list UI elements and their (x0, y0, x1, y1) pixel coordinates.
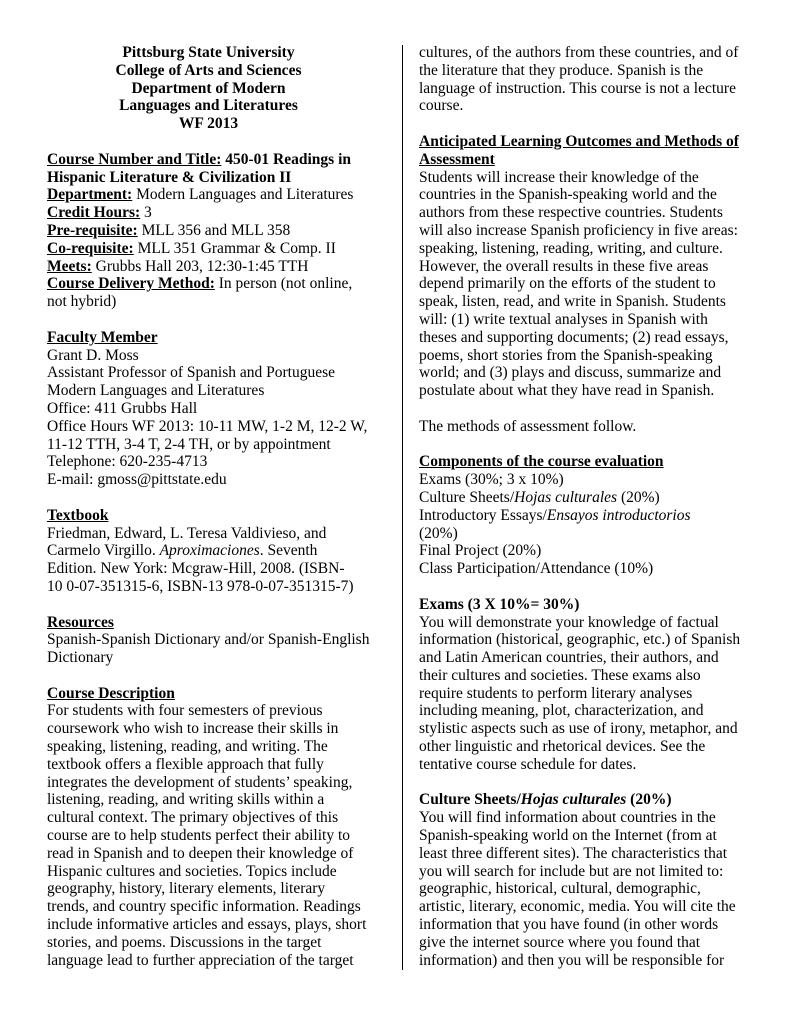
text-run: read in Spanish and to deepen their knowledge of (47, 844, 354, 862)
text-run: world; and (3) plays and discuss, summarize and (419, 364, 722, 382)
text-run: For students with four semesters of previous (47, 702, 323, 720)
text-run: Hispanic cultures and societies. Topics include (47, 862, 337, 880)
text-line (47, 756, 370, 774)
text-line (419, 186, 749, 204)
text-run: Ensayos introductorios (546, 506, 691, 524)
text-run: other linguistic and rhetorical devices. See the (419, 738, 706, 756)
text-line (47, 115, 370, 133)
text-line (419, 934, 749, 952)
text-line (419, 596, 749, 614)
text-run: speak, listen, read, and write in Spanish. Students (419, 293, 726, 311)
text-run: (20%) (617, 488, 660, 506)
text-line (47, 471, 370, 489)
text-run: Credit Hours: (47, 204, 141, 222)
text-run: Edition. New York: Mcgraw-Hill, 2008. (ISBN- (47, 560, 345, 578)
text-run: you will search for include but are not limited to: (419, 862, 724, 880)
text-run: Aproximaciones (159, 542, 260, 560)
learning-outcomes-section (419, 133, 749, 400)
text-line (419, 542, 749, 560)
text-line (47, 240, 370, 258)
text-run: information) and then you will be responsible for (419, 951, 725, 969)
text-run: will: (1) write textual analyses in Spanish with (419, 310, 708, 328)
text-run: theses and supporting documents; (2) read essays, (419, 328, 729, 346)
text-run: Co-requisite: (47, 239, 134, 257)
text-line (419, 364, 749, 382)
text-line (419, 489, 749, 507)
text-run: 3 (140, 204, 152, 222)
text-run: tentative course schedule for dates. (419, 755, 637, 773)
text-line (47, 845, 370, 863)
culture-sheets-section (419, 791, 749, 969)
text-line (47, 827, 370, 845)
text-run: Spanish-Spanish Dictionary and/or Spanish-English (47, 631, 370, 649)
text-line (419, 329, 749, 347)
text-line (47, 952, 370, 970)
text-run: Resources (47, 613, 114, 631)
text-line (47, 382, 370, 400)
faculty-member-section (47, 329, 370, 489)
text-run: Friedman, Edward, L. Teresa Valdivieso, and (47, 524, 327, 542)
text-run: require students to perform literary analyses (419, 684, 693, 702)
text-run: In person (not online, (214, 275, 353, 293)
text-line (47, 204, 370, 222)
text-line (419, 952, 749, 970)
text-line (419, 311, 749, 329)
text-line (419, 44, 749, 62)
text-run: Exams (30%; 3 x 10%) (419, 471, 564, 489)
text-run: information that you have found (in other words (419, 916, 719, 934)
text-line (47, 400, 370, 418)
text-line (419, 809, 749, 827)
text-run: depend primarily on the efforts of the student to (419, 275, 716, 293)
text-run: including meaning, plot, characterization, and (419, 702, 704, 720)
text-run: . Seventh (259, 542, 318, 560)
text-run: Course Number and Title: (47, 150, 222, 168)
text-run: The methods of assessment follow. (419, 417, 637, 435)
text-line (47, 62, 370, 80)
text-line (47, 934, 370, 952)
text-line (419, 507, 749, 525)
course-description-continued (419, 44, 749, 115)
course-description-section (47, 685, 370, 970)
text-run: Carmelo Virgillo. (47, 542, 160, 560)
text-line (47, 364, 370, 382)
text-run: College of Arts and Sciences (115, 61, 302, 79)
text-run: listening, reading, and writing skills within a (47, 791, 325, 809)
text-line (47, 649, 370, 667)
text-run: Meets: (47, 257, 92, 275)
text-line (47, 258, 370, 276)
text-line (419, 631, 749, 649)
text-line (47, 631, 370, 649)
text-run: include informative articles and essays, plays, short (47, 916, 367, 934)
text-line (419, 293, 749, 311)
text-line (419, 204, 749, 222)
text-line (419, 240, 749, 258)
text-run: integrates the development of students’ speaking, (47, 773, 353, 791)
text-line (419, 453, 749, 471)
text-run: not hybrid) (47, 293, 117, 311)
text-run: artistic, literary, economic, media. You will cite the (419, 898, 736, 916)
text-run: course. (419, 97, 464, 115)
text-line (47, 702, 370, 720)
text-line (419, 133, 749, 151)
text-run: 450-01 Readings in (221, 150, 352, 168)
column-left (47, 44, 370, 969)
text-run: geography, history, literary elements, literary (47, 880, 326, 898)
text-run: MLL 351 Grammar & Comp. II (133, 239, 336, 257)
text-line (47, 151, 370, 169)
text-run: Grant D. Moss (47, 346, 139, 364)
text-run: Hojas culturales (514, 488, 618, 506)
text-line (47, 222, 370, 240)
text-line (47, 97, 370, 115)
text-line (419, 898, 749, 916)
text-run: trends, and country specific information. Readings (47, 898, 361, 916)
column-right (419, 44, 749, 969)
text-line (47, 791, 370, 809)
text-run: poems, short stories from the Spanish-speaking (419, 346, 713, 364)
text-run: Class Participation/Attendance (10%) (419, 560, 654, 578)
text-line (47, 186, 370, 204)
text-run: coursework who wish to increase their skills in (47, 720, 339, 738)
text-line (419, 560, 749, 578)
text-run: (20%) (626, 791, 672, 809)
text-line (47, 578, 370, 596)
text-line (419, 418, 749, 436)
text-run: will also increase Spanish proficiency in five areas: (419, 221, 738, 239)
text-run: (20%) (419, 524, 458, 542)
text-run: However, the overall results in these five areas (419, 257, 709, 275)
text-run: Department: (47, 186, 133, 204)
text-line (47, 525, 370, 543)
text-line (419, 614, 749, 632)
text-line (47, 44, 370, 62)
text-run: Pittsburg State University (122, 44, 295, 61)
text-run: stylistic aspects such as use of irony, metaphor, and (419, 720, 738, 738)
text-line (419, 916, 749, 934)
text-line (419, 738, 749, 756)
text-line (419, 685, 749, 703)
text-run: Faculty Member (47, 328, 158, 346)
text-run: postulate about what they have read in Spanish. (419, 382, 715, 400)
text-line (419, 667, 749, 685)
text-run: Languages and Literatures (119, 97, 298, 115)
text-run: You will find information about countries in the (419, 809, 716, 827)
text-line (419, 863, 749, 881)
text-line (419, 275, 749, 293)
text-line (47, 809, 370, 827)
text-run: 10 0-07-351315-6, ISBN-13 978-0-07-351315-7) (47, 577, 354, 595)
text-line (419, 649, 749, 667)
text-run: stories, and poems. Discussions in the target (47, 933, 322, 951)
text-line (47, 347, 370, 365)
text-run: Pre-requisite: (47, 221, 138, 239)
text-run: language lead to further appreciation of the target (47, 951, 354, 969)
text-line (419, 880, 749, 898)
text-run: Assessment (419, 150, 495, 168)
text-run: 11-12 TTH, 3-4 T, 2-4 TH, or by appointment (47, 435, 331, 453)
text-run: Assistant Professor of Spanish and Portuguese (47, 364, 336, 382)
text-run: their cultures and societies. These exams also (419, 666, 701, 684)
text-line (47, 720, 370, 738)
text-run: countries in the Spanish-speaking world and the (419, 186, 717, 204)
text-run: WF 2013 (178, 115, 239, 133)
text-line (47, 880, 370, 898)
text-line (419, 471, 749, 489)
text-line (47, 293, 370, 311)
text-line (419, 756, 749, 774)
text-line (47, 863, 370, 881)
text-run: Final Project (20%) (419, 542, 542, 560)
text-run: give the internet source where you found that (419, 933, 701, 951)
text-run: Textbook (47, 506, 109, 524)
text-run: Course Delivery Method: (47, 275, 215, 293)
text-line (419, 169, 749, 187)
text-run: language of instruction. This course is not a lecture (419, 79, 736, 97)
text-run: speaking, listening, reading, and writing. The (47, 738, 328, 756)
text-run: Introductory Essays/ (419, 506, 547, 524)
text-line (47, 614, 370, 632)
text-run: course are to help students perfect their ability to (47, 827, 351, 845)
text-run: least three different sites). The characteristics that (419, 844, 728, 862)
text-line (419, 845, 749, 863)
text-line (47, 275, 370, 293)
text-line (419, 382, 749, 400)
text-run: You will demonstrate your knowledge of factual (419, 613, 719, 631)
university-header (47, 44, 370, 133)
text-run: Exams (3 X 10%= 30%) (419, 595, 580, 613)
text-line (47, 774, 370, 792)
text-run: Culture Sheets/ (419, 488, 515, 506)
text-run: E-mail: gmoss@pittstate.edu (47, 471, 227, 489)
text-run: Office Hours WF 2013: 10-11 MW, 1-2 M, 12-2 W, (47, 417, 368, 435)
exams-section (419, 596, 749, 774)
text-line (47, 507, 370, 525)
text-line (419, 80, 749, 98)
text-run: Components of the course evaluation (419, 453, 664, 471)
text-run: Modern Languages and Literatures (132, 186, 354, 204)
text-run: authors from these respective countries. Students (419, 204, 723, 222)
text-line (47, 685, 370, 703)
text-run: information (historical, geographic, etc.) of Spanish (419, 631, 741, 649)
text-run: and Latin American countries, their authors, and (419, 649, 719, 667)
text-line (47, 453, 370, 471)
text-run: Department of Modern (131, 79, 286, 97)
text-run: geographic, historical, cultural, demographic, (419, 880, 701, 898)
text-run: Hojas culturales (520, 791, 627, 809)
text-run: MLL 356 and MLL 358 (137, 221, 291, 239)
text-line (47, 329, 370, 347)
course-info (47, 151, 370, 311)
resources-section (47, 614, 370, 667)
text-line (419, 347, 749, 365)
textbook-section (47, 507, 370, 596)
text-line (419, 720, 749, 738)
text-line (419, 525, 749, 543)
text-line (47, 542, 370, 560)
assessment-note (419, 418, 749, 436)
text-run: cultures, of the authors from these countries, and of (419, 44, 739, 61)
text-run: Dictionary (47, 649, 114, 667)
text-line (419, 97, 749, 115)
text-line (419, 62, 749, 80)
text-run: Culture Sheets/ (419, 791, 521, 809)
text-run: Hispanic Literature & Civilization II (47, 168, 292, 186)
text-run: Grubbs Hall 203, 12:30-1:45 TTH (91, 257, 309, 275)
evaluation-components-section (419, 453, 749, 578)
text-run: cultural context. The primary objectives of this (47, 809, 339, 827)
text-line (47, 418, 370, 436)
text-line (47, 916, 370, 934)
text-run: the literature that they produce. Spanish is the (419, 61, 704, 79)
text-run: textbook offers a flexible approach that fully (47, 755, 324, 773)
text-run: Anticipated Learning Outcomes and Methods of (419, 132, 739, 150)
text-run: Modern Languages and Literatures (47, 382, 265, 400)
text-line (47, 80, 370, 98)
text-run: Office: 411 Grubbs Hall (47, 399, 198, 417)
text-line (47, 560, 370, 578)
text-run: speaking, listening, reading, writing, and culture. (419, 239, 723, 257)
column-divider (402, 45, 403, 970)
text-run: Telephone: 620-235-4713 (47, 453, 208, 471)
text-line (47, 169, 370, 187)
text-line (419, 702, 749, 720)
text-run: Students will increase their knowledge of the (419, 168, 699, 186)
text-line (47, 436, 370, 454)
text-run: Course Description (47, 684, 175, 702)
text-line (47, 898, 370, 916)
text-line (419, 827, 749, 845)
text-run: Spanish-speaking world on the Internet (from at (419, 827, 717, 845)
text-line (419, 791, 749, 809)
text-line (419, 222, 749, 240)
text-line (419, 151, 749, 169)
text-line (47, 738, 370, 756)
text-line (419, 258, 749, 276)
